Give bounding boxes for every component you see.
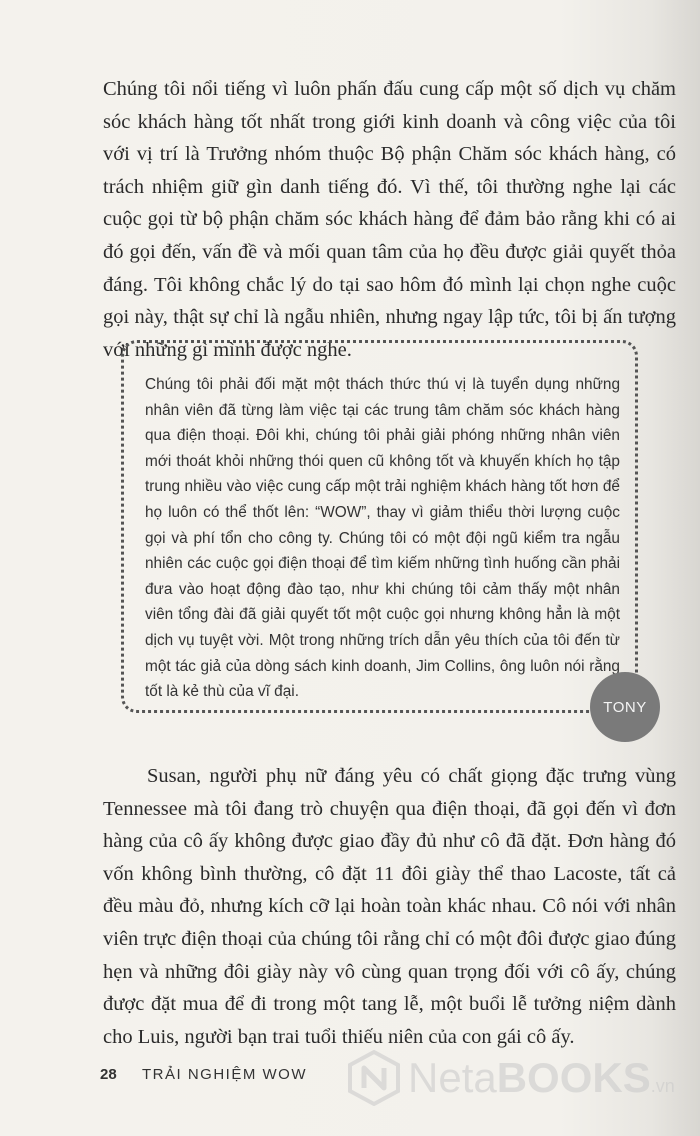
watermark-brand-part2: BOOKS bbox=[496, 1054, 651, 1101]
page-number: 28 bbox=[100, 1066, 117, 1083]
quote-text: Chúng tôi phải đối mặt một thách thức thú vị là tuyển dụng những nhân viên đã từng làm việc tại các trung tâm chăm sóc khách hàng qua điện thoại. Đôi khi, chúng tôi phải giải phóng những nhân viên mới thoát khỏi những thói quen cũ không tốt và khuyến khích họ tập trung nhiều vào việc cung cấp một trải nghiệm khách hàng tốt hơn để họ luôn có thể thốt lên: “WOW”, thay vì giảm thiểu thời lượng cuộc gọi và phí tổn cho công ty. Chúng tôi có một đội ngũ kiểm tra ngẫu nhiên các cuộc gọi điện thoại để tìm kiếm những tình huống cần phải đưa vào hoạt động đào tạo, như khi chúng tôi cảm thấy một nhân viên tổng đài đã giải quyết tốt một cuộc gọi nhưng không hẳn là một dịch vụ tuyệt vời. Một trong những trích dẫn yêu thích của tôi đến từ một tác giả của dòng sách kinh doanh, Jim Collins, ông luôn nói rằng tốt là kẻ thù của vĩ đại. bbox=[145, 376, 620, 701]
body-paragraph-2: Susan, người phụ nữ đáng yêu có chất giọng đặc trưng vùng Tennessee mà tôi đang trò chuyện qua điện thoại, đã gọi đến vì đơn hàng của cô ấy không được giao đầy đủ như cô đã đặt. Đơn hàng đó vốn không bình thường, cô đặt 11 đôi giày thể thao Lacoste, tất cả đều màu đỏ, nhưng kích cỡ lại hoàn toàn khác nhau. Cô nói với nhân viên trực điện thoại của chúng tôi rằng chỉ có một đôi được giao đúng hẹn và những đôi giày này vô cùng quan trọng đối với cô ấy, chúng được đặt mua để đi trong một tang lễ, một buổi lễ tưởng niệm dành cho Luis, người bạn trai tuổi thiếu niên của con gái cô ấy. bbox=[103, 765, 676, 1048]
watermark bbox=[346, 1044, 696, 1114]
watermark-brand-suffix: .vn bbox=[650, 1076, 675, 1096]
watermark-text bbox=[408, 1054, 675, 1110]
watermark-brand-part1: Neta bbox=[408, 1054, 497, 1101]
author-badge-label: TONY bbox=[603, 698, 647, 716]
netabooks-logo-icon bbox=[346, 1050, 402, 1106]
running-title: TRẢI NGHIỆM WOW bbox=[142, 1066, 307, 1083]
body-paragraph-1: Chúng tôi nổi tiếng vì luôn phấn đấu cung cấp một số dịch vụ chăm sóc khách hàng tốt nhất trong giới kinh doanh và công việc của tôi với vị trí là Trưởng nhóm thuộc Bộ phận Chăm sóc khách hàng, có trách nhiệm giữ gìn danh tiếng đó. Vì thế, tôi thường nghe lại các cuộc gọi từ bộ phận chăm sóc khách hàng để đảm bảo rằng khi có ai đó gọi đến, vấn đề và mối quan tâm của họ đều được giải quyết thỏa đáng. Tôi không chắc lý do tại sao hôm đó mình lại chọn nghe cuộc gọi này, thật sự chỉ là ngẫu nhiên, nhưng ngay lập tức, tôi bị ấn tượng với những gì mình được nghe. bbox=[103, 78, 676, 361]
author-badge bbox=[590, 672, 660, 742]
